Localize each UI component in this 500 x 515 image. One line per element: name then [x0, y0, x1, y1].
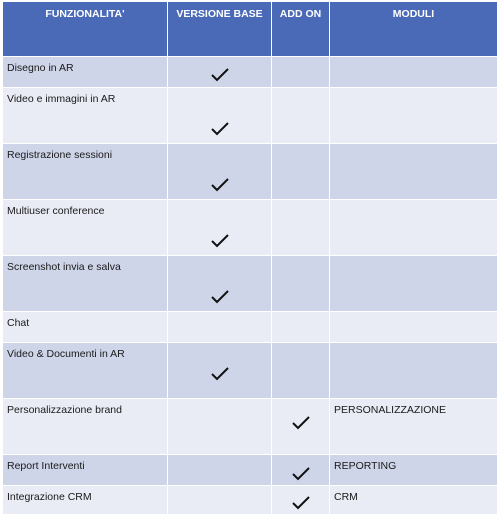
header-versione-base: VERSIONE BASE	[168, 2, 272, 57]
module-cell	[330, 486, 498, 515]
header-add-on: ADD ON	[272, 2, 330, 57]
addon-cell	[272, 455, 330, 486]
module-label	[330, 256, 497, 261]
module-cell	[330, 256, 498, 312]
header-moduli: MODULI	[330, 2, 498, 57]
module-label: CRM	[334, 491, 358, 503]
addon-cell	[272, 486, 330, 515]
table-row	[3, 343, 498, 399]
base-cell	[168, 486, 272, 515]
addon-cell	[272, 399, 330, 455]
feature-label: Personalizzazione brand	[7, 404, 122, 416]
feature-label: Report Interventi	[7, 460, 85, 472]
addon-cell	[272, 200, 330, 256]
feature-cell	[3, 144, 168, 200]
checkmark-icon	[291, 466, 311, 482]
feature-comparison-table	[2, 1, 498, 515]
feature-cell	[3, 399, 168, 455]
table-row	[3, 144, 498, 200]
checkmark-icon	[210, 366, 230, 382]
feature-cell	[3, 486, 168, 515]
module-label	[330, 200, 497, 205]
table-body	[3, 57, 498, 515]
module-label	[330, 312, 497, 317]
feature-cell	[3, 343, 168, 399]
base-cell	[168, 144, 272, 200]
feature-cell	[3, 256, 168, 312]
checkmark-icon	[291, 495, 311, 511]
module-cell	[330, 455, 498, 486]
addon-cell	[272, 144, 330, 200]
module-cell	[330, 88, 498, 144]
feature-label: Chat	[7, 317, 30, 329]
module-cell	[330, 57, 498, 88]
base-cell	[168, 343, 272, 399]
module-label: REPORTING	[334, 460, 397, 472]
base-cell	[168, 88, 272, 144]
base-cell	[168, 312, 272, 343]
base-cell	[168, 455, 272, 486]
table-row	[3, 200, 498, 256]
header-funzionalita: FUNZIONALITA'	[3, 2, 168, 57]
addon-cell	[272, 256, 330, 312]
feature-cell	[3, 88, 168, 144]
table-header-row	[3, 2, 498, 57]
feature-cell	[3, 57, 168, 88]
feature-cell	[3, 312, 168, 343]
module-label	[330, 57, 497, 62]
addon-cell	[272, 57, 330, 88]
checkmark-icon	[210, 289, 230, 305]
checkmark-icon	[210, 177, 230, 193]
table-row	[3, 88, 498, 144]
feature-label: Multiuser conference	[7, 205, 105, 217]
feature-label: Integrazione CRM	[7, 491, 92, 503]
table-row	[3, 57, 498, 88]
module-label	[330, 343, 497, 348]
addon-cell	[272, 88, 330, 144]
module-label	[330, 88, 497, 93]
feature-label: Disegno in AR	[7, 62, 74, 74]
checkmark-icon	[210, 121, 230, 137]
module-cell	[330, 399, 498, 455]
module-cell	[330, 144, 498, 200]
module-label	[330, 144, 497, 149]
base-cell	[168, 399, 272, 455]
module-cell	[330, 200, 498, 256]
checkmark-icon	[210, 233, 230, 249]
table-row	[3, 486, 498, 515]
table-row	[3, 256, 498, 312]
addon-cell	[272, 343, 330, 399]
base-cell	[168, 256, 272, 312]
table-row	[3, 455, 498, 486]
checkmark-icon	[210, 67, 230, 83]
addon-cell	[272, 312, 330, 343]
feature-label: Screenshot invia e salva	[7, 261, 121, 273]
feature-label: Video & Documenti in AR	[7, 348, 125, 360]
table-row	[3, 312, 498, 343]
checkmark-icon	[291, 415, 311, 431]
feature-cell	[3, 200, 168, 256]
module-cell	[330, 343, 498, 399]
module-label: PERSONALIZZAZIONE	[334, 404, 447, 416]
base-cell	[168, 57, 272, 88]
base-cell	[168, 200, 272, 256]
feature-label: Registrazione sessioni	[7, 149, 113, 161]
table-row	[3, 399, 498, 455]
module-cell	[330, 312, 498, 343]
feature-label: Video e immagini in AR	[7, 93, 116, 105]
feature-cell	[3, 455, 168, 486]
